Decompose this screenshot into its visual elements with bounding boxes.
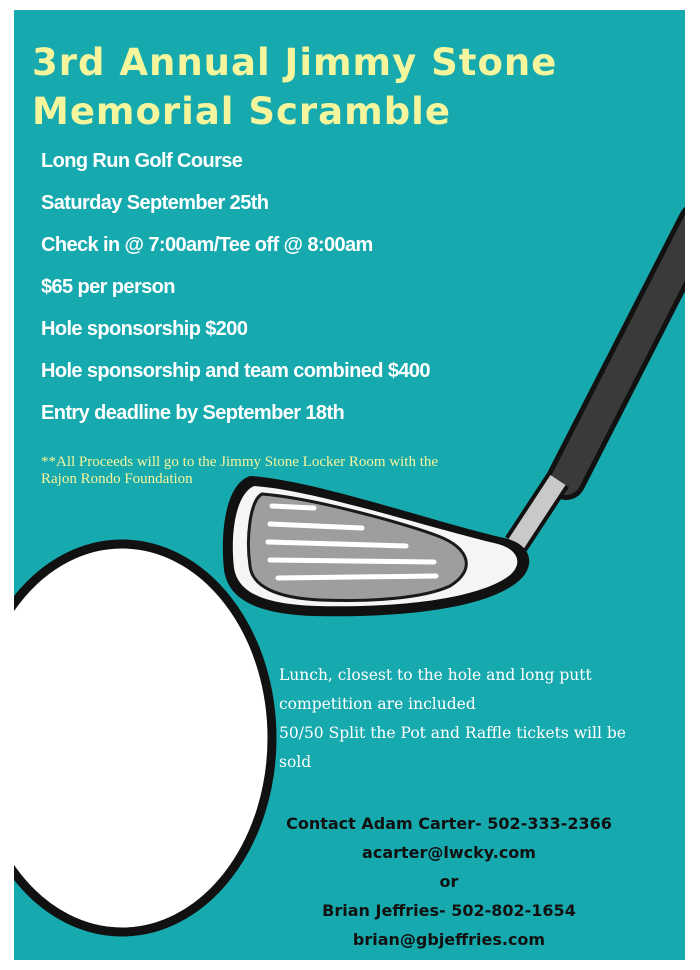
event-title (32, 38, 682, 136)
detail-hole-sponsorship: Hole sponsorship $200 (41, 318, 248, 340)
detail-combined-sponsorship: Hole sponsorship and team combined $400 (41, 360, 430, 382)
contact-adam: Contact Adam Carter- 502-333-2366 (286, 814, 612, 833)
event-flyer (14, 10, 685, 960)
title-line-2: Memorial Scramble (32, 90, 451, 133)
extras-line: sold (279, 753, 312, 771)
proceeds-note (41, 454, 561, 488)
detail-deadline: Entry deadline by September 18th (41, 402, 345, 424)
contact-or: or (439, 872, 459, 891)
event-details-list (41, 148, 430, 442)
extras-line: Lunch, closest to the hole and long putt (279, 666, 592, 684)
title-line-1: 3rd Annual Jimmy Stone (32, 41, 558, 84)
extras-line: 50/50 Split the Pot and Raffle tickets will be (279, 724, 626, 742)
detail-times: Check in @ 7:00am/Tee off @ 8:00am (41, 234, 373, 256)
extras-line: competition are included (279, 695, 476, 713)
detail-price: $65 per person (41, 276, 175, 298)
contact-brian: Brian Jeffries- 502-802-1654 (322, 901, 576, 920)
detail-date: Saturday September 25th (41, 192, 269, 214)
included-extras (279, 661, 684, 777)
email-adam: acarter@lwcky.com (362, 843, 536, 862)
contact-info (229, 809, 669, 954)
proceeds-line-2: Rajon Rondo Foundation (41, 471, 193, 487)
email-brian: brian@gbjeffries.com (352, 930, 546, 949)
proceeds-line-1: **All Proceeds will go to the Jimmy Stone Locker Room with the (41, 454, 439, 470)
detail-venue: Long Run Golf Course (41, 150, 243, 172)
